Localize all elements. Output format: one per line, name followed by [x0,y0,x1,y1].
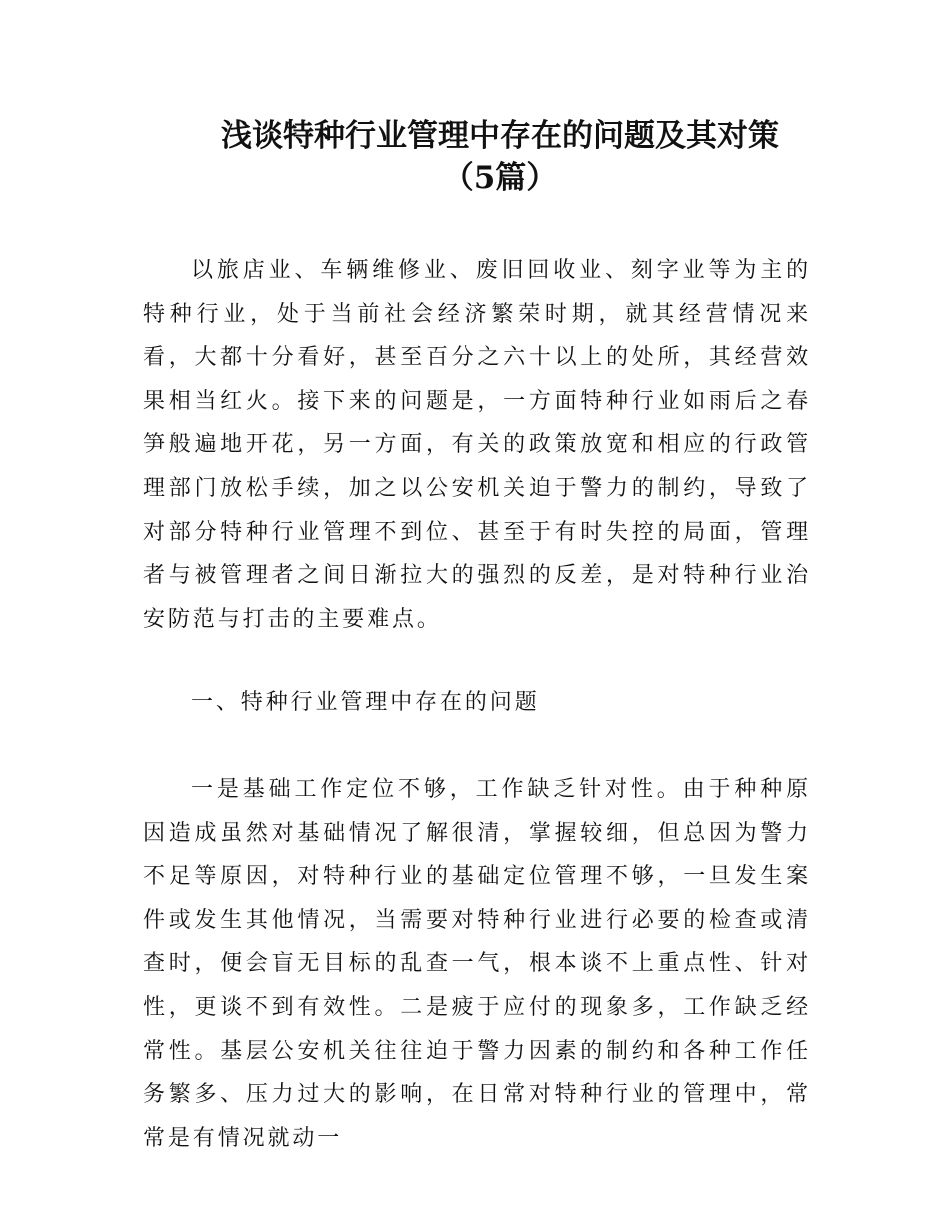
intro-paragraph: 以旅店业、车辆维修业、废旧回收业、刻字业等为主的特种行业，处于当前社会经济繁荣时期，就其经营情况来看，大都十分看好，甚至百分之六十以上的处所，其经营效果相当红火。接下来的问题是，一方面特种行业如雨后之春笋般遍地开花，另一方面，有关的政策放宽和相应的行政管理部门放松手续，加之以公安机关迫于警力的制约，导致了对部分特种行业管理不到位、甚至于有时失控的局面，管理者与被管理者之间日渐拉大的强烈的反差，是对特种行业治安防范与打击的主要难点。 [143,258,811,632]
section-heading: 一、特种行业管理中存在的问题 [191,690,540,715]
problems-paragraph: 一是基础工作定位不够，工作缺乏针对性。由于种种原因造成虽然对基础情况了解很清，掌握较细，但总因为警力不足等原因，对特种行业的基础定位管理不够，一旦发生案件或发生其他情况，当需要对特种行业进行必要的检查或清查时，便会盲无目标的乱查一气，根本谈不上重点性、针对性，更谈不到有效性。二是疲于应付的现象多，工作缺乏经常性。基层公安机关往往迫于警力因素的制约和各种工作任务繁多、压力过大的影响，在日常对特种行业的管理中，常常是有情况就动一 [143,777,811,1151]
document-title-count: （5篇） [442,160,558,196]
document-title: 浅谈特种行业管理中存在的问题及其对策 [221,118,779,154]
